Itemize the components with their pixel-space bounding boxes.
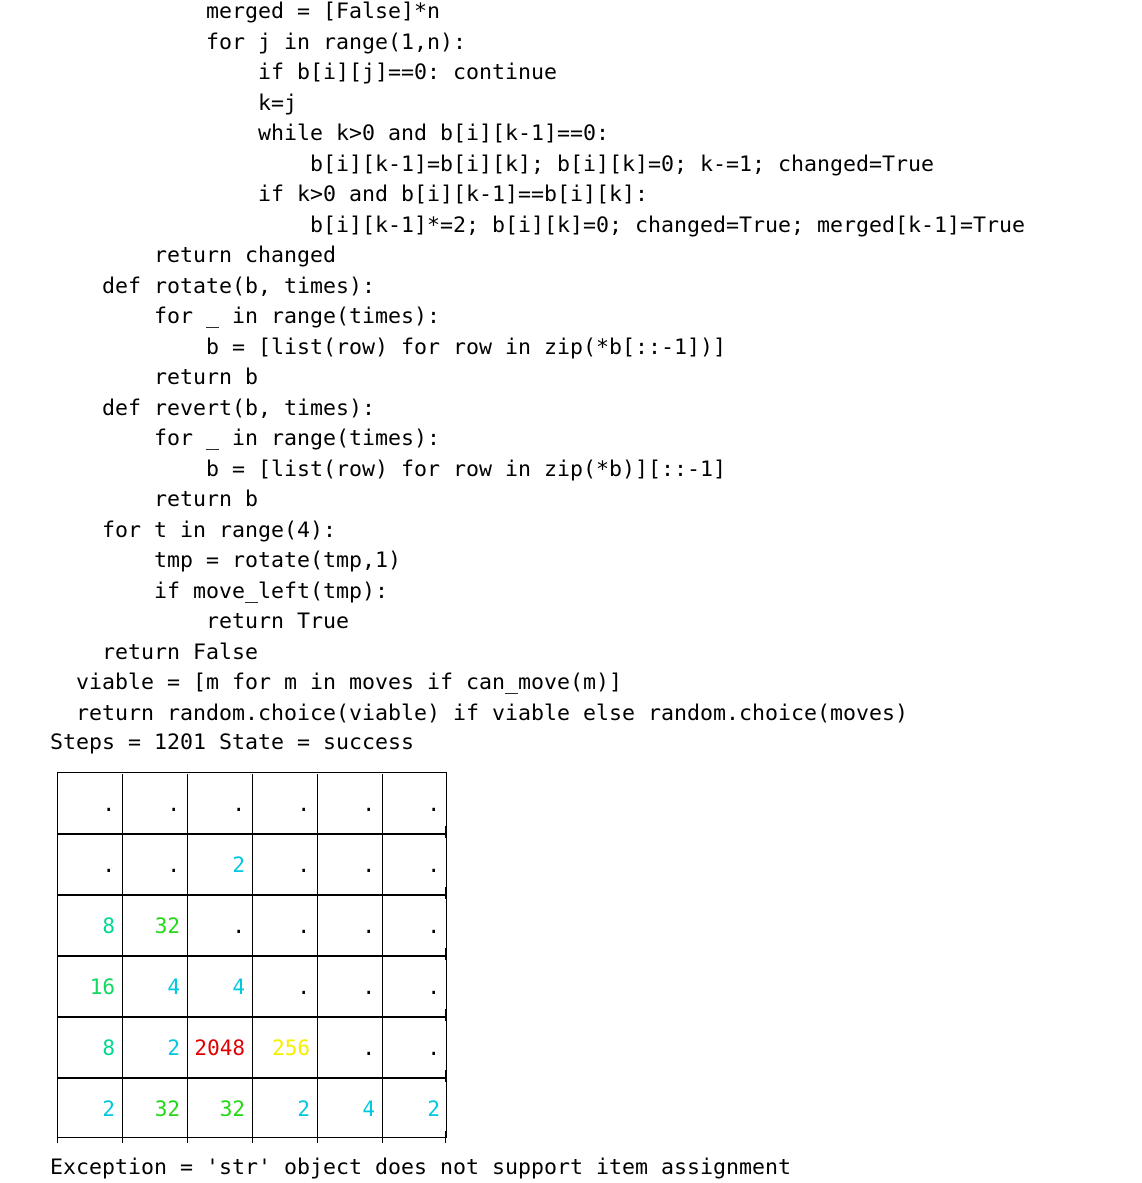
board-cell-empty: .: [362, 975, 375, 999]
code-line: viable = [m for m in moves if can_move(m)]: [50, 670, 623, 695]
board-cell-tile: 2: [102, 1097, 115, 1121]
board-cell-empty: .: [362, 853, 375, 877]
board-cell-empty: .: [362, 1036, 375, 1060]
board-cell-tile: 32: [154, 914, 180, 938]
grid-tick: [445, 887, 446, 899]
board-cell-empty: .: [297, 792, 310, 816]
board-cell-empty: .: [427, 975, 440, 999]
board-cell-tile: 16: [89, 975, 115, 999]
board-cell-tile: 2: [427, 1097, 440, 1121]
code-line: b = [list(row) for row in zip(*b)][::-1]: [50, 456, 727, 482]
board-cell-tile: 4: [362, 1097, 375, 1121]
code-line: b = [list(row) for row in zip(*b[::-1])]: [50, 334, 727, 360]
board-cell-empty: .: [102, 853, 115, 877]
status-line: Steps = 1201 State = success: [50, 730, 415, 755]
board-cell-empty: .: [297, 975, 310, 999]
board-cell-empty: .: [362, 914, 375, 938]
board-cell-empty: .: [167, 792, 180, 816]
board-cell-empty: .: [427, 853, 440, 877]
grid-tick: [445, 826, 446, 838]
board-cell-tile: 256: [272, 1036, 310, 1060]
board-cell-tile: 4: [167, 975, 180, 999]
code-line: return b: [50, 487, 259, 512]
code-line: return b: [50, 365, 259, 390]
code-line: k=j: [50, 90, 298, 116]
board-cell-tile: 2048: [194, 1036, 245, 1060]
board-cell-tile: 8: [102, 1036, 115, 1060]
board-cell-tile: 4: [232, 975, 245, 999]
board-cell-empty: .: [167, 853, 180, 877]
board-cell-tile: 2: [167, 1036, 180, 1060]
game-board: [57, 772, 447, 1138]
board-cell-empty: .: [427, 792, 440, 816]
board-cell-empty: .: [427, 914, 440, 938]
board-cell-tile: 2: [232, 853, 245, 877]
board-cell-empty: .: [232, 792, 245, 816]
code-line: b[i][k-1]=b[i][k]; b[i][k]=0; k-=1; changed=True: [50, 151, 935, 177]
board-cell-empty: .: [297, 914, 310, 938]
board-cell-empty: .: [362, 792, 375, 816]
code-line: return False: [50, 639, 259, 665]
board-cell-tile: 32: [154, 1097, 180, 1121]
board-cell-tile: 2: [297, 1097, 310, 1121]
grid-tick: [445, 1009, 446, 1021]
code-line: merged = [False]*n: [50, 0, 441, 24]
code-line: if b[i][j]==0: continue: [50, 60, 558, 85]
code-line: while k>0 and b[i][k-1]==0:: [50, 121, 610, 146]
code-line: for _ in range(times):: [50, 304, 441, 329]
code-line: def revert(b, times):: [50, 395, 376, 421]
board-cell-tile: 8: [102, 914, 115, 938]
board-cell-tile: 32: [219, 1097, 245, 1121]
code-line: for _ in range(times):: [50, 426, 441, 451]
code-line: tmp = rotate(tmp,1): [50, 548, 402, 573]
code-line: if k>0 and b[i][k-1]==b[i][k]:: [50, 182, 649, 207]
board-cell-empty: .: [297, 853, 310, 877]
board-cell-empty: .: [427, 1036, 440, 1060]
code-line: return random.choice(viable) if viable else random.choice(moves): [50, 700, 909, 726]
code-line: for j in range(1,n):: [50, 29, 467, 55]
board-cell-empty: .: [232, 914, 245, 938]
code-line: def rotate(b, times):: [50, 273, 376, 299]
board-cell-empty: .: [102, 792, 115, 816]
grid-tick: [445, 948, 446, 960]
code-line: for t in range(4):: [50, 517, 337, 543]
code-line: b[i][k-1]*=2; b[i][k]=0; changed=True; merged[k-1]=True: [50, 212, 1026, 238]
grid-tick: [445, 1070, 446, 1082]
code-line: return changed: [50, 243, 337, 268]
code-line: if move_left(tmp):: [50, 578, 389, 604]
code-line: return True: [50, 609, 350, 634]
exception-message: Exception = 'str' object does not support item assignment: [50, 1155, 792, 1180]
grid-tick: [445, 1131, 446, 1143]
